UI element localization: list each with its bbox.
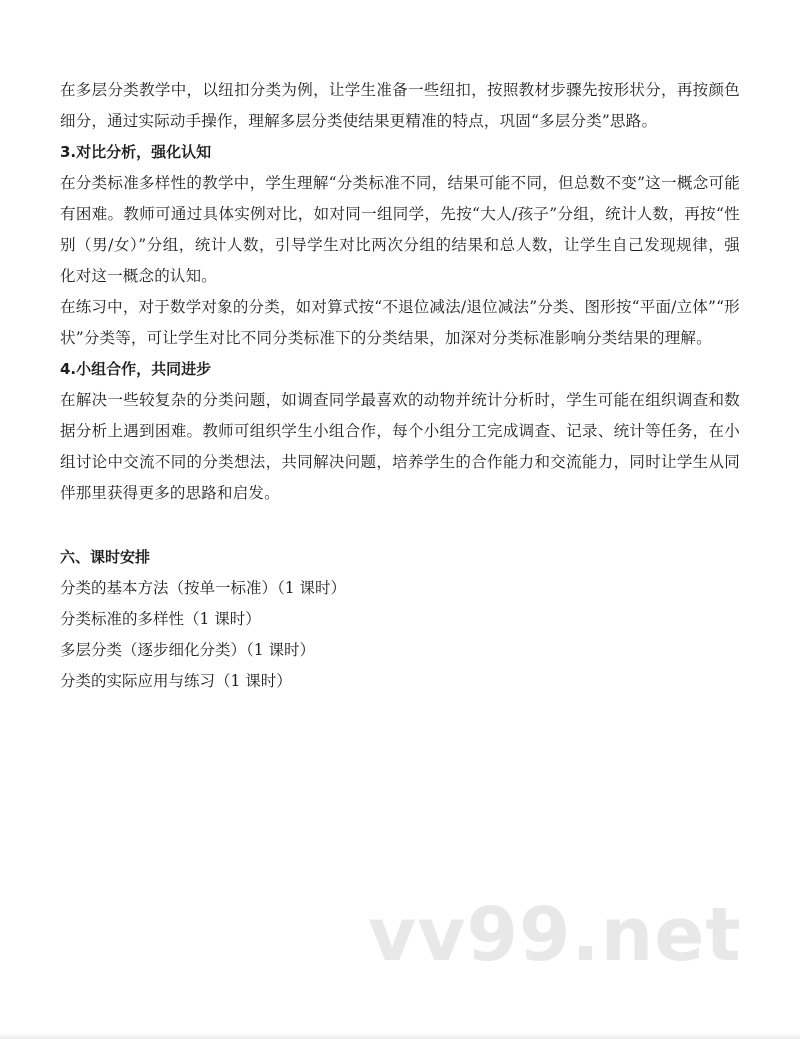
section-4-paragraph-1: 在解决一些较复杂的分类问题，如调查同学最喜欢的动物并统计分析时，学生可能在组织调查和数据分析上遇到困难。教师可组织学生小组合作，每个小组分工完成调查、记录、统计等任务，在小组讨论中交流不同的分类想法，共同解决问题，培养学生的合作能力和交流能力，同时让学生从同伴那里获得更多的思路和启发。	[60, 391, 740, 502]
section-3-paragraph-2: 在练习中，对于数学对象的分类，如对算式按“不退位减法/退位减法”分类、图形按“平面/立体”“形状”分类等，可让学生对比不同分类标准下的分类结果，加深对分类标准影响分类结果的理解。	[60, 298, 740, 347]
page-bottom-edge	[0, 1033, 800, 1039]
schedule-item: 分类的实际应用与练习（1 课时）	[60, 672, 292, 690]
schedule-list	[60, 573, 740, 697]
schedule-item: 分类的基本方法（按单一标准）（1 课时）	[60, 579, 347, 597]
section-3-heading: 3.对比分析，强化认知	[60, 143, 212, 161]
document-content	[60, 75, 740, 697]
section-3-paragraph-1: 在分类标准多样性的教学中，学生理解“分类标准不同，结果可能不同，但总数不变”这一概念可能有困难。教师可通过具体实例对比，如对同一组同学，先按“大人/孩子”分组，统计人数，再按“性别（男/女）”分组，统计人数，引导学生对比两次分组的结果和总人数，让学生自己发现规律，强化对这一概念的认知。	[60, 174, 740, 285]
watermark: vv99.net	[368, 892, 742, 978]
schedule-item: 多层分类（逐步细化分类）（1 课时）	[60, 641, 316, 659]
paragraph-layered-classification: 在多层分类教学中，以纽扣分类为例，让学生准备一些纽扣，按照教材步骤先按形状分，再按颜色细分，通过实际动手操作，理解多层分类使结果更精准的特点，巩固“多层分类”思路。	[60, 81, 740, 130]
schedule-item: 分类标准的多样性（1 课时）	[60, 610, 261, 628]
section-6-title: 六、课时安排	[60, 548, 151, 566]
section-4-heading: 4.小组合作，共同进步	[60, 360, 212, 378]
